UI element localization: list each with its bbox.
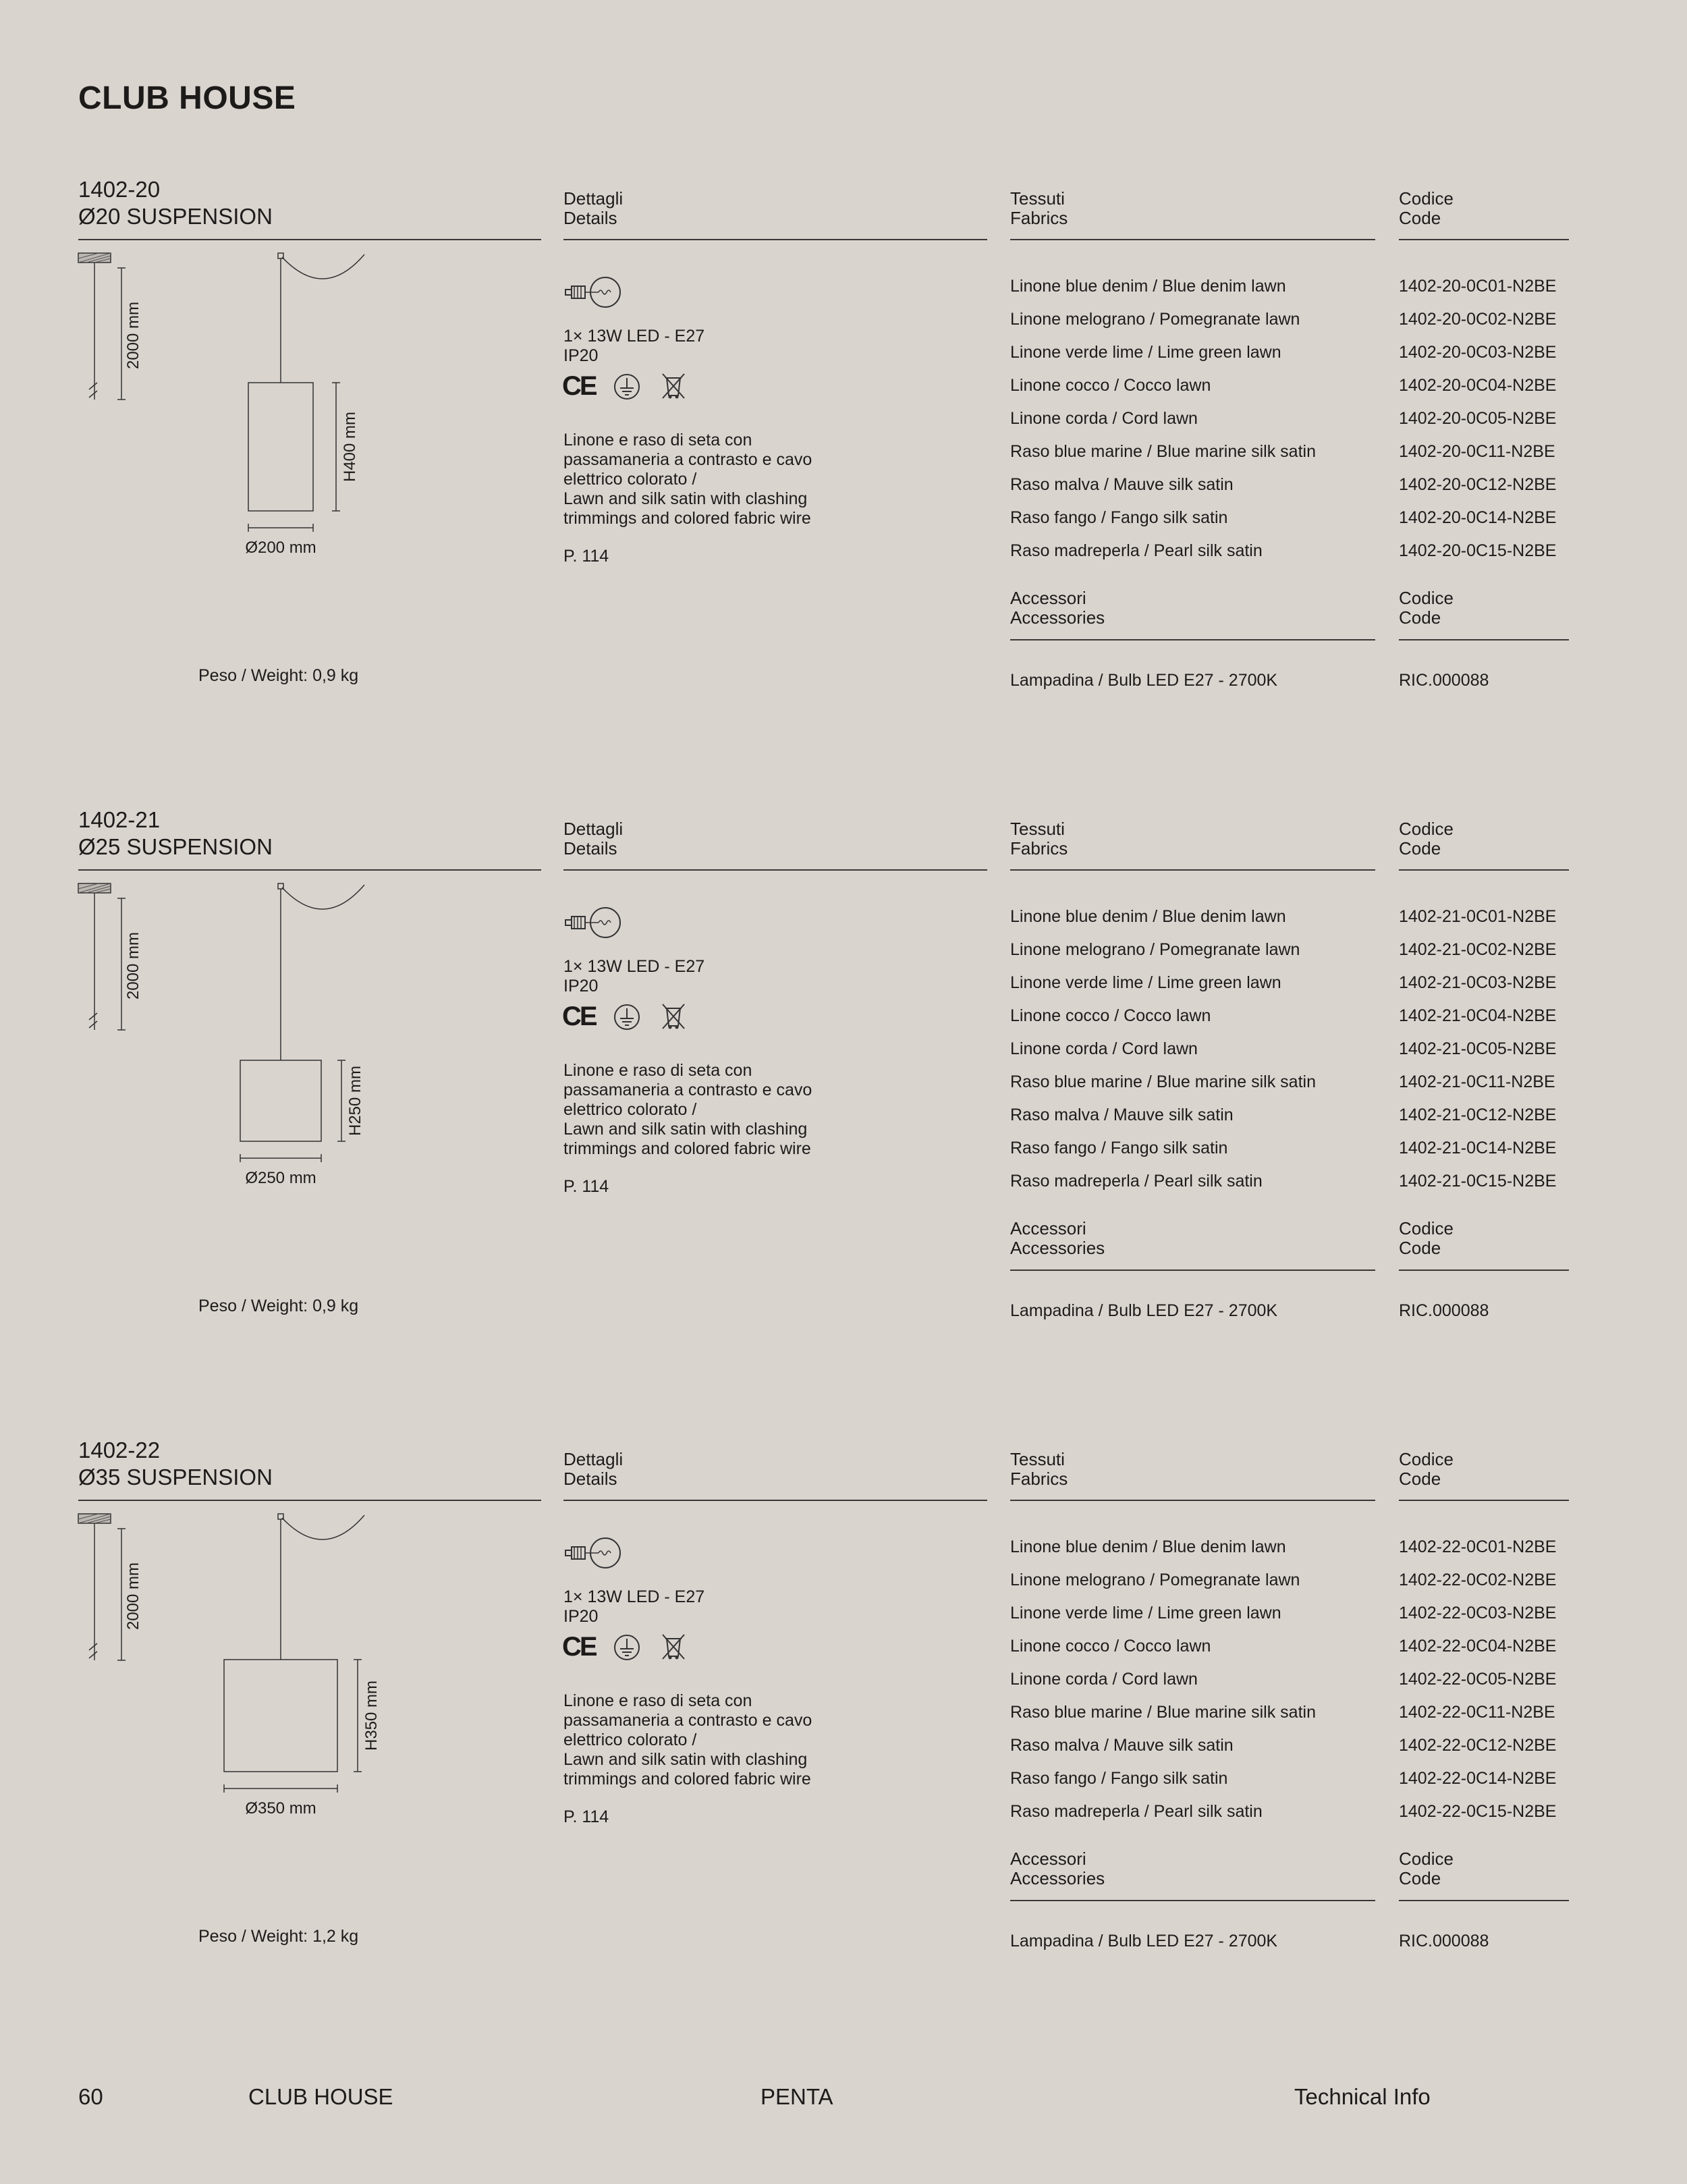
divider [563,1500,987,1501]
cable-loop [282,1515,364,1539]
fabric-row: Linone blue denim / Blue denim lawn [1010,907,1286,926]
fabrics-header-it: Tessuti [1010,1449,1065,1469]
divider [1010,239,1375,240]
fabrics-header [1010,1450,1068,1489]
accessories-header-it: Accessori [1010,588,1086,608]
divider [1010,1500,1375,1501]
divider [1399,1500,1569,1501]
accessories-header [1010,1219,1105,1258]
fabric-row: Linone melograno / Pomegranate lawn [1010,1571,1300,1589]
footer-brand: PENTA [760,2084,833,2109]
lamp-shade [248,383,313,511]
product-name: Ø20 SUSPENSION [78,204,273,229]
ce-mark-icon: CE [562,1632,596,1662]
description-line: Lawn and silk satin with clashing [563,1750,808,1769]
divider [1010,1900,1375,1901]
description [563,431,941,528]
code-header-it: Codice [1399,188,1454,209]
accessories-header-it: Accessori [1010,1849,1086,1869]
code-row: 1402-22-0C11-N2BE [1399,1703,1555,1722]
product-name: Ø25 SUSPENSION [78,834,273,859]
fabric-row: Linone cocco / Cocco lawn [1010,1637,1211,1656]
lamp-spec: 1× 13W LED - E27 [563,957,705,976]
code-row: 1402-21-0C14-N2BE [1399,1139,1557,1157]
description-line: elettrico colorato / [563,1730,697,1749]
code-header-it: Codice [1399,1218,1454,1238]
code-row: 1402-22-0C01-N2BE [1399,1537,1557,1556]
details-header-en: Details [563,208,617,228]
fabric-row: Raso malva / Mauve silk satin [1010,475,1234,494]
fabric-row: Raso madreperla / Pearl silk satin [1010,541,1263,560]
code-row: 1402-22-0C02-N2BE [1399,1571,1557,1589]
page-reference: P. 114 [563,1807,609,1826]
height-label: H250 mm [346,1065,364,1137]
accessory-name: Lampadina / Bulb LED E27 - 2700K [1010,1932,1278,1950]
code-row: 1402-21-0C12-N2BE [1399,1105,1557,1124]
description-line: trimmings and colored fabric wire [563,509,811,528]
description-line: passamaneria a contrasto e cavo [563,1711,812,1730]
description [563,1691,941,1789]
fabric-row: Linone corda / Cord lawn [1010,409,1198,428]
ip-rating: IP20 [563,346,599,365]
divider [1399,1270,1569,1271]
accessories-header-en: Accessories [1010,1868,1105,1888]
divider [1010,639,1375,640]
code-row: 1402-21-0C05-N2BE [1399,1039,1557,1058]
ground-symbol-icon [613,373,641,401]
accessory-code-header [1399,1849,1454,1888]
description-line: Linone e raso di seta con [563,1691,752,1710]
footer-chapter: Technical Info [1294,2084,1431,2109]
fabric-row: Linone cocco / Cocco lawn [1010,376,1211,395]
code-header-it: Codice [1399,588,1454,608]
description-line: passamaneria a contrasto e cavo [563,450,812,469]
code-row: 1402-20-0C02-N2BE [1399,310,1557,329]
code-header [1399,1450,1454,1489]
product-code: 1402-20 [78,177,161,202]
divider [1399,869,1569,871]
bulb-icon [563,905,624,940]
code-row: 1402-22-0C12-N2BE [1399,1736,1557,1755]
fabrics-header-en: Fabrics [1010,838,1068,858]
accessories-header [1010,589,1105,628]
divider [1399,639,1569,640]
product-section-1402-20 [0,177,1687,798]
cable-length-label: 2000 mm [124,1562,142,1631]
bulb-icon [563,275,624,310]
divider [1010,869,1375,871]
ground-symbol-icon [613,1003,641,1031]
code-row: 1402-20-0C15-N2BE [1399,541,1557,560]
code-row: 1402-22-0C14-N2BE [1399,1769,1557,1788]
weee-bin-icon [660,1632,687,1662]
diameter-label: Ø250 mm [245,1169,316,1187]
fabric-row: Raso fango / Fango silk satin [1010,1769,1228,1788]
weee-bin-icon [660,1002,687,1031]
description-line: passamaneria a contrasto e cavo [563,1081,812,1099]
fabric-row: Raso malva / Mauve silk satin [1010,1105,1234,1124]
fabrics-header-it: Tessuti [1010,819,1065,839]
details-header-en: Details [563,838,617,858]
lamp-shade [240,1060,321,1141]
lamp-shade [224,1660,337,1772]
fabrics-header [1010,189,1068,228]
ip-rating: IP20 [563,977,599,995]
fabric-row: Linone blue denim / Blue denim lawn [1010,1537,1286,1556]
page-title: CLUB HOUSE [78,80,296,116]
description-line: elettrico colorato / [563,1100,697,1119]
fabrics-header-it: Tessuti [1010,188,1065,209]
details-header-it: Dettagli [563,819,624,839]
divider [78,239,541,240]
code-header-en: Code [1399,1238,1441,1258]
fabric-row: Raso madreperla / Pearl silk satin [1010,1802,1263,1821]
code-row: 1402-20-0C12-N2BE [1399,475,1557,494]
code-row: 1402-21-0C15-N2BE [1399,1172,1557,1191]
fabric-row: Raso blue marine / Blue marine silk satin [1010,1703,1316,1722]
page-reference: P. 114 [563,547,609,566]
accessories-header-it: Accessori [1010,1218,1086,1238]
cable-length-label: 2000 mm [124,931,142,1000]
accessory-code-header [1399,589,1454,628]
fabric-row: Raso madreperla / Pearl silk satin [1010,1172,1263,1191]
divider [563,869,987,871]
fabrics-header [1010,819,1068,858]
technical-drawing [67,878,540,1229]
code-row: 1402-21-0C03-N2BE [1399,973,1557,992]
description-line: elettrico colorato / [563,470,697,489]
product-code: 1402-22 [78,1438,161,1463]
product-name: Ø35 SUSPENSION [78,1465,273,1490]
fabric-row: Raso blue marine / Blue marine silk satin [1010,442,1316,461]
code-row: 1402-22-0C03-N2BE [1399,1604,1557,1622]
code-row: 1402-21-0C11-N2BE [1399,1072,1555,1091]
description [563,1061,941,1159]
divider [563,239,987,240]
description-line: Linone e raso di seta con [563,1061,752,1080]
code-row: 1402-20-0C01-N2BE [1399,277,1557,296]
fabric-row: Raso malva / Mauve silk satin [1010,1736,1234,1755]
code-row: 1402-22-0C15-N2BE [1399,1802,1557,1821]
accessory-name: Lampadina / Bulb LED E27 - 2700K [1010,1301,1278,1320]
accessories-header [1010,1849,1105,1888]
code-header-en: Code [1399,208,1441,228]
code-row: 1402-21-0C01-N2BE [1399,907,1557,926]
code-row: 1402-20-0C11-N2BE [1399,442,1555,461]
footer-page-number: 60 [78,2084,103,2109]
fabric-row: Raso fango / Fango silk satin [1010,508,1228,527]
fabrics-header-en: Fabrics [1010,1469,1068,1489]
accessory-name: Lampadina / Bulb LED E27 - 2700K [1010,671,1278,690]
divider [78,1500,541,1501]
code-row: 1402-20-0C05-N2BE [1399,409,1557,428]
code-row: 1402-20-0C14-N2BE [1399,508,1557,527]
details-header-it: Dettagli [563,188,624,209]
code-row: 1402-20-0C03-N2BE [1399,343,1557,362]
fabric-row: Linone verde lime / Lime green lawn [1010,973,1281,992]
details-header [563,1450,623,1489]
accessories-header-en: Accessories [1010,1238,1105,1258]
ip-rating: IP20 [563,1607,599,1626]
description-line: Linone e raso di seta con [563,431,752,449]
fabric-row: Linone verde lime / Lime green lawn [1010,343,1281,362]
description-line: trimmings and colored fabric wire [563,1770,811,1789]
fabric-row: Linone corda / Cord lawn [1010,1039,1198,1058]
fabric-row: Linone verde lime / Lime green lawn [1010,1604,1281,1622]
code-row: 1402-22-0C05-N2BE [1399,1670,1557,1689]
cable-loop [282,885,364,909]
accessory-code: RIC.000088 [1399,671,1489,690]
fabric-row: Linone melograno / Pomegranate lawn [1010,310,1300,329]
code-header-en: Code [1399,1868,1441,1888]
code-header-it: Codice [1399,819,1454,839]
accessory-code: RIC.000088 [1399,1301,1489,1320]
bulb-icon [563,1535,624,1571]
weight-label: Peso / Weight: 0,9 kg [198,1296,359,1315]
code-row: 1402-20-0C04-N2BE [1399,376,1557,395]
ce-mark-icon: CE [562,371,596,401]
accessory-code-header [1399,1219,1454,1258]
code-header-en: Code [1399,838,1441,858]
code-row: 1402-21-0C04-N2BE [1399,1006,1557,1025]
divider [1010,1270,1375,1271]
technical-drawing [67,1508,540,1859]
code-row: 1402-22-0C04-N2BE [1399,1637,1557,1656]
fabric-row: Linone corda / Cord lawn [1010,1670,1198,1689]
fabric-row: Linone melograno / Pomegranate lawn [1010,940,1300,959]
cable-loop [282,254,364,279]
fabrics-header-en: Fabrics [1010,208,1068,228]
diameter-label: Ø200 mm [245,539,316,557]
lamp-spec: 1× 13W LED - E27 [563,1587,705,1606]
product-section-1402-22 [0,1438,1687,2058]
details-header-it: Dettagli [563,1449,624,1469]
details-header [563,189,623,228]
footer-section: CLUB HOUSE [248,2084,393,2109]
code-header-it: Codice [1399,1849,1454,1869]
fabric-row: Raso fango / Fango silk satin [1010,1139,1228,1157]
accessory-code: RIC.000088 [1399,1932,1489,1950]
height-label: H350 mm [362,1680,381,1751]
code-row: 1402-21-0C02-N2BE [1399,940,1557,959]
code-header-en: Code [1399,1469,1441,1489]
description-line: Lawn and silk satin with clashing [563,1120,808,1139]
divider [1399,1900,1569,1901]
diameter-label: Ø350 mm [245,1799,316,1818]
divider [1399,239,1569,240]
product-code: 1402-21 [78,807,161,832]
code-header [1399,189,1454,228]
description-line: trimmings and colored fabric wire [563,1139,811,1158]
technical-drawing [67,248,540,599]
fabric-row: Linone cocco / Cocco lawn [1010,1006,1211,1025]
product-section-1402-21 [0,807,1687,1428]
page-reference: P. 114 [563,1177,609,1196]
height-label: H400 mm [341,411,359,483]
code-header-it: Codice [1399,1449,1454,1469]
ce-mark-icon: CE [562,1002,596,1031]
details-header-en: Details [563,1469,617,1489]
weight-label: Peso / Weight: 1,2 kg [198,1927,359,1946]
weight-label: Peso / Weight: 0,9 kg [198,666,359,685]
divider [78,869,541,871]
cable-length-label: 2000 mm [124,301,142,370]
weee-bin-icon [660,371,687,401]
details-header [563,819,623,858]
lamp-spec: 1× 13W LED - E27 [563,327,705,346]
ground-symbol-icon [613,1633,641,1662]
code-header [1399,819,1454,858]
fabric-row: Raso blue marine / Blue marine silk satin [1010,1072,1316,1091]
fabric-row: Linone blue denim / Blue denim lawn [1010,277,1286,296]
code-header-en: Code [1399,607,1441,628]
accessories-header-en: Accessories [1010,607,1105,628]
description-line: Lawn and silk satin with clashing [563,489,808,508]
